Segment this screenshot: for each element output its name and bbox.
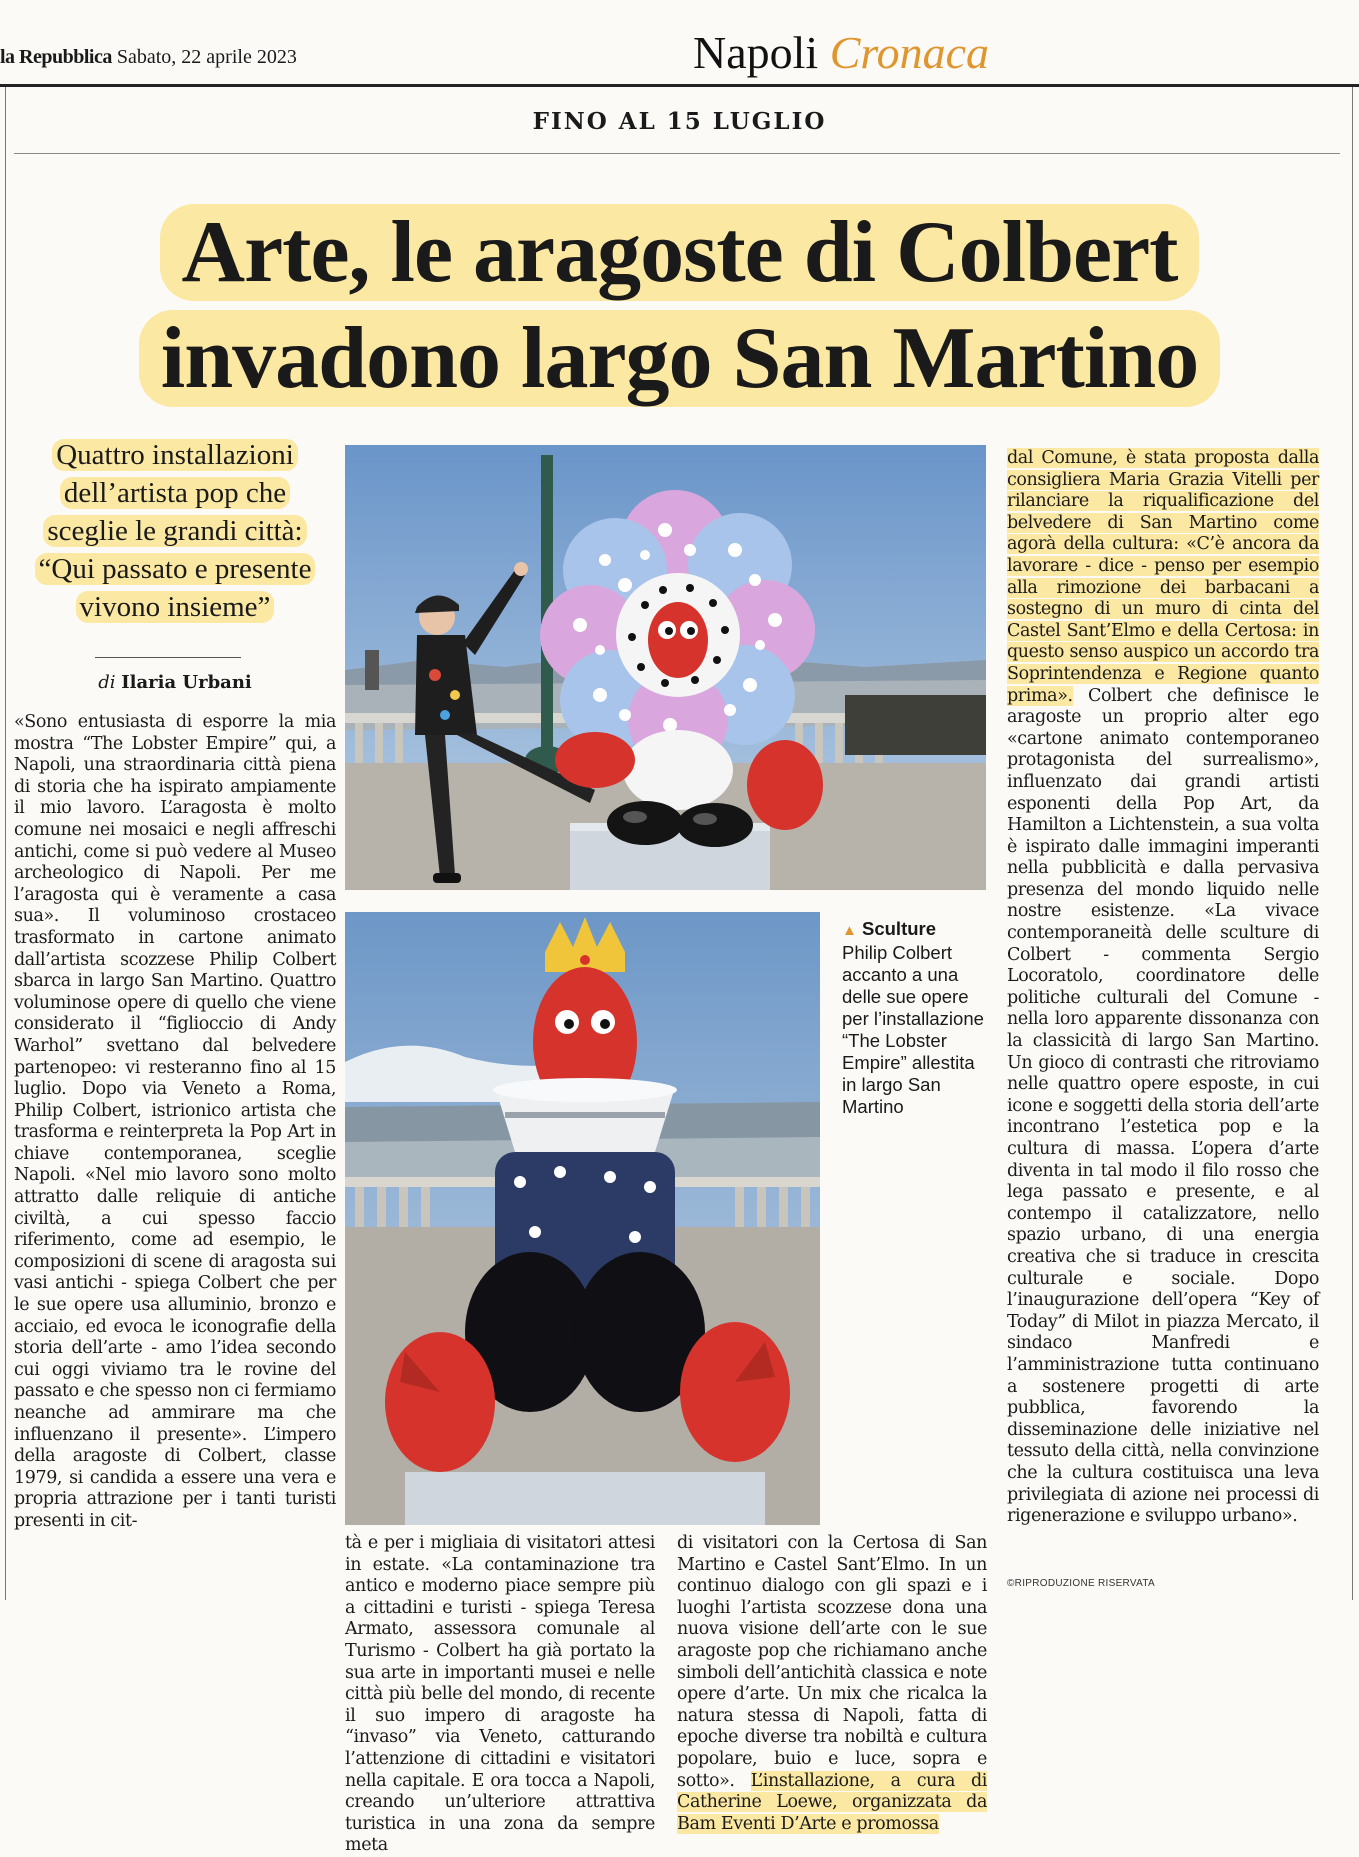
- subhead: [14, 436, 336, 626]
- caption-triangle-icon: ▲: [842, 922, 857, 939]
- article-text-plain: di visitatori con la Certosa di San Martino e Castel Sant’Elmo. In un continuo dialogo con gli spazi e i luoghi l’artista scozzese dona una nuova visione dell’arte con le sue aragoste pop che richiamano anche simboli dell’antichità classica e note opere d’arte. Un mix che ricalca la natura stessa di Napoli, fatta di epoche diverse tra nobiltà e cultura popolare, buio e luce, sopra e sotto».: [677, 1533, 987, 1791]
- section-title: [693, 26, 989, 79]
- photo-artist-with-sculpture: [345, 445, 986, 890]
- top-rule: [0, 84, 1359, 87]
- article-column-3: [677, 1533, 987, 1834]
- section-category: Cronaca: [829, 27, 989, 78]
- article-text: [1007, 448, 1319, 1528]
- kicker: FINO AL 15 LUGLIO: [532, 108, 827, 135]
- article-column-1: [14, 712, 336, 1600]
- article-column-2: [345, 1533, 655, 1856]
- article-column-4: [1007, 448, 1319, 1578]
- byline-rule: [95, 657, 241, 658]
- article-text-plain: Colbert che definisce le aragoste un proprio alter ego «cartone animato contemporaneo protagonista del surrealismo», influenzato dai grandi artisti esponenti della Pop Art, da Hamilton a Lichtenstein, a sua volta è ispirato dalle immagini imperanti nella pubblicità e dalla pervasiva presenza del mondo liquido nelle nostre esistenze. «La vivace contemporaneità delle sculture di Colbert - commenta Sergio Locoratolo, coordinatore delle politiche culturali del Comune - nella loro apparente dissonanza con la classicità di largo San Martino. Un gioco di contrasti che ritroviamo nelle quattro opere esposte, in cui icone e soggetti della storia dell’arte incontrano l’estetica pop e la cultura di massa. L’opera d’arte diventa in tal modo il filo rosso che lega passato e presente, e al contempo il catalizzatore, nello spazio urbano, di una energia creativa che si traduce in crescita culturale e sociale. Dopo l’inaugurazione dell’opera “Key of Today” di Milot in piazza Mercato, il sindaco Manfredi e l’amministrazione tutta continuano a sostenere progetti di arte pubblica, favorendo la disseminazione delle iniziative nel tessuto della città, nella convinzione che la cultura costituisca una leva privilegiata di azione nei processi di rigenerazione e sviluppo urbano».: [1007, 685, 1319, 1527]
- photo-lobster-with-crown: [345, 912, 820, 1525]
- photo-caption: [842, 918, 992, 1118]
- subhead-line: Quattro installazioni: [52, 439, 298, 471]
- headline-line-2-text: invadono largo San Martino: [139, 310, 1220, 407]
- article-text-highlighted: dal Comune, è stata proposta dalla consigliera Maria Grazia Vitelli per rilanciare la riqualificazione del belvedere di San Martino come agorà della cultura: «C’è ancora da lavorare - dice - penso per esempio alla rimozione dei barbacani a sostegno di un muro di cinta del Castel Sant’Elmo e della Certosa: in questo senso auspico un accordo tra Soprintendenza e Regione quanto prima».: [1007, 448, 1319, 706]
- masthead: [0, 46, 297, 69]
- copyright-notice: ©RIPRODUZIONE RISERVATA: [1007, 1578, 1155, 1589]
- byline-prefix: di: [98, 672, 116, 693]
- subhead-line: vivono insieme”: [76, 591, 275, 623]
- byline: [14, 672, 336, 693]
- headline-line-2: [0, 306, 1359, 412]
- article-text: [677, 1533, 987, 1835]
- byline-author: Ilaria Urbani: [121, 672, 252, 693]
- caption-title: Sculture: [862, 918, 937, 939]
- photo-lobster-illustration: [345, 912, 820, 1525]
- headline-line-1: [0, 200, 1359, 306]
- section-city: Napoli: [693, 27, 819, 78]
- photo-artist-illustration: [345, 445, 986, 890]
- subhead-line: “Qui passato e presente: [35, 553, 316, 585]
- newspaper-logo: la Repubblica: [0, 46, 112, 68]
- article-text-highlighted: L’installazione, a cura di Catherine Loewe, organizzata da Bam Eventi D’Arte e promossa: [677, 1770, 987, 1834]
- subhead-line: sceglie le grandi città:: [43, 515, 306, 547]
- subhead-line: dell’artista pop che: [60, 477, 290, 509]
- issue-date: Sabato, 22 aprile 2023: [116, 46, 297, 68]
- article-text: «Sono entusiasta di esporre la mia mostra “The Lobster Empire” qui, a Napoli, una straordinaria città piena di storia che ha ispirato ampiamente il mio lavoro. L’aragosta è molto comune nei mosaici e negli affreschi antichi, come si può vedere al Museo archeologico di Napoli. Per me l’aragosta qui è veramente a casa sua». Il voluminoso crostaceo trasformato in cartone animato dall’artista scozzese Philip Colbert sbarca in largo San Martino. Quattro voluminose opere di quello che viene considerato il “figlioccio di Andy Warhol” svettano dal belvedere partenopeo: vi resteranno fino al 15 luglio. Dopo via Veneto a Roma, Philip Colbert, istrionico artista che trasforma e reinterpreta la Pop Art in chiave contemporanea, sceglie Napoli. «Nel mio lavoro sono molto attratto dalle reliquie di antiche civiltà, a cui spesso faccio riferimento, come ad esempio, le composizioni di scene di aragosta sui vasi antichi - spiega Colbert che per le sue opere usa alluminio, bronzo e acciaio, ed evoca le iconografie della storia dell’arte - amo l’idea secondo cui oggi viviamo tra le rovine del passato e che spesso non ci fermiamo neanche ad ammirare ma che influenzano il presente». L’impero della aragoste di Colbert, classe 1979, si candida a essere una vera e propria attrazione per i tanti turisti presenti in cit-: [14, 712, 336, 1531]
- kicker-rule: [14, 153, 1340, 154]
- article-text: tà e per i migliaia di visitatori attesi in estate. «La contaminazione tra antico e moderno piace sempre più a cittadini e turisti - spiega Teresa Armato, assessora comunale al Turismo - Colbert ha già portato la sua arte in importanti musei e nelle città più belle del mondo, di recente il suo impero di aragoste ha “invaso” via Veneto, catturando l’attenzione di cittadini e visitatori nella capitale. E ora tocca a Napoli, creando un’ulteriore attrattiva turistica in una zona da sempre meta: [345, 1533, 655, 1856]
- caption-text: Philip Colbert accanto a una delle sue opere per l’installazione “The Lobster Empire” allestita in largo San Martino: [842, 942, 984, 1117]
- headline-line-1-text: Arte, le aragoste di Colbert: [160, 204, 1200, 301]
